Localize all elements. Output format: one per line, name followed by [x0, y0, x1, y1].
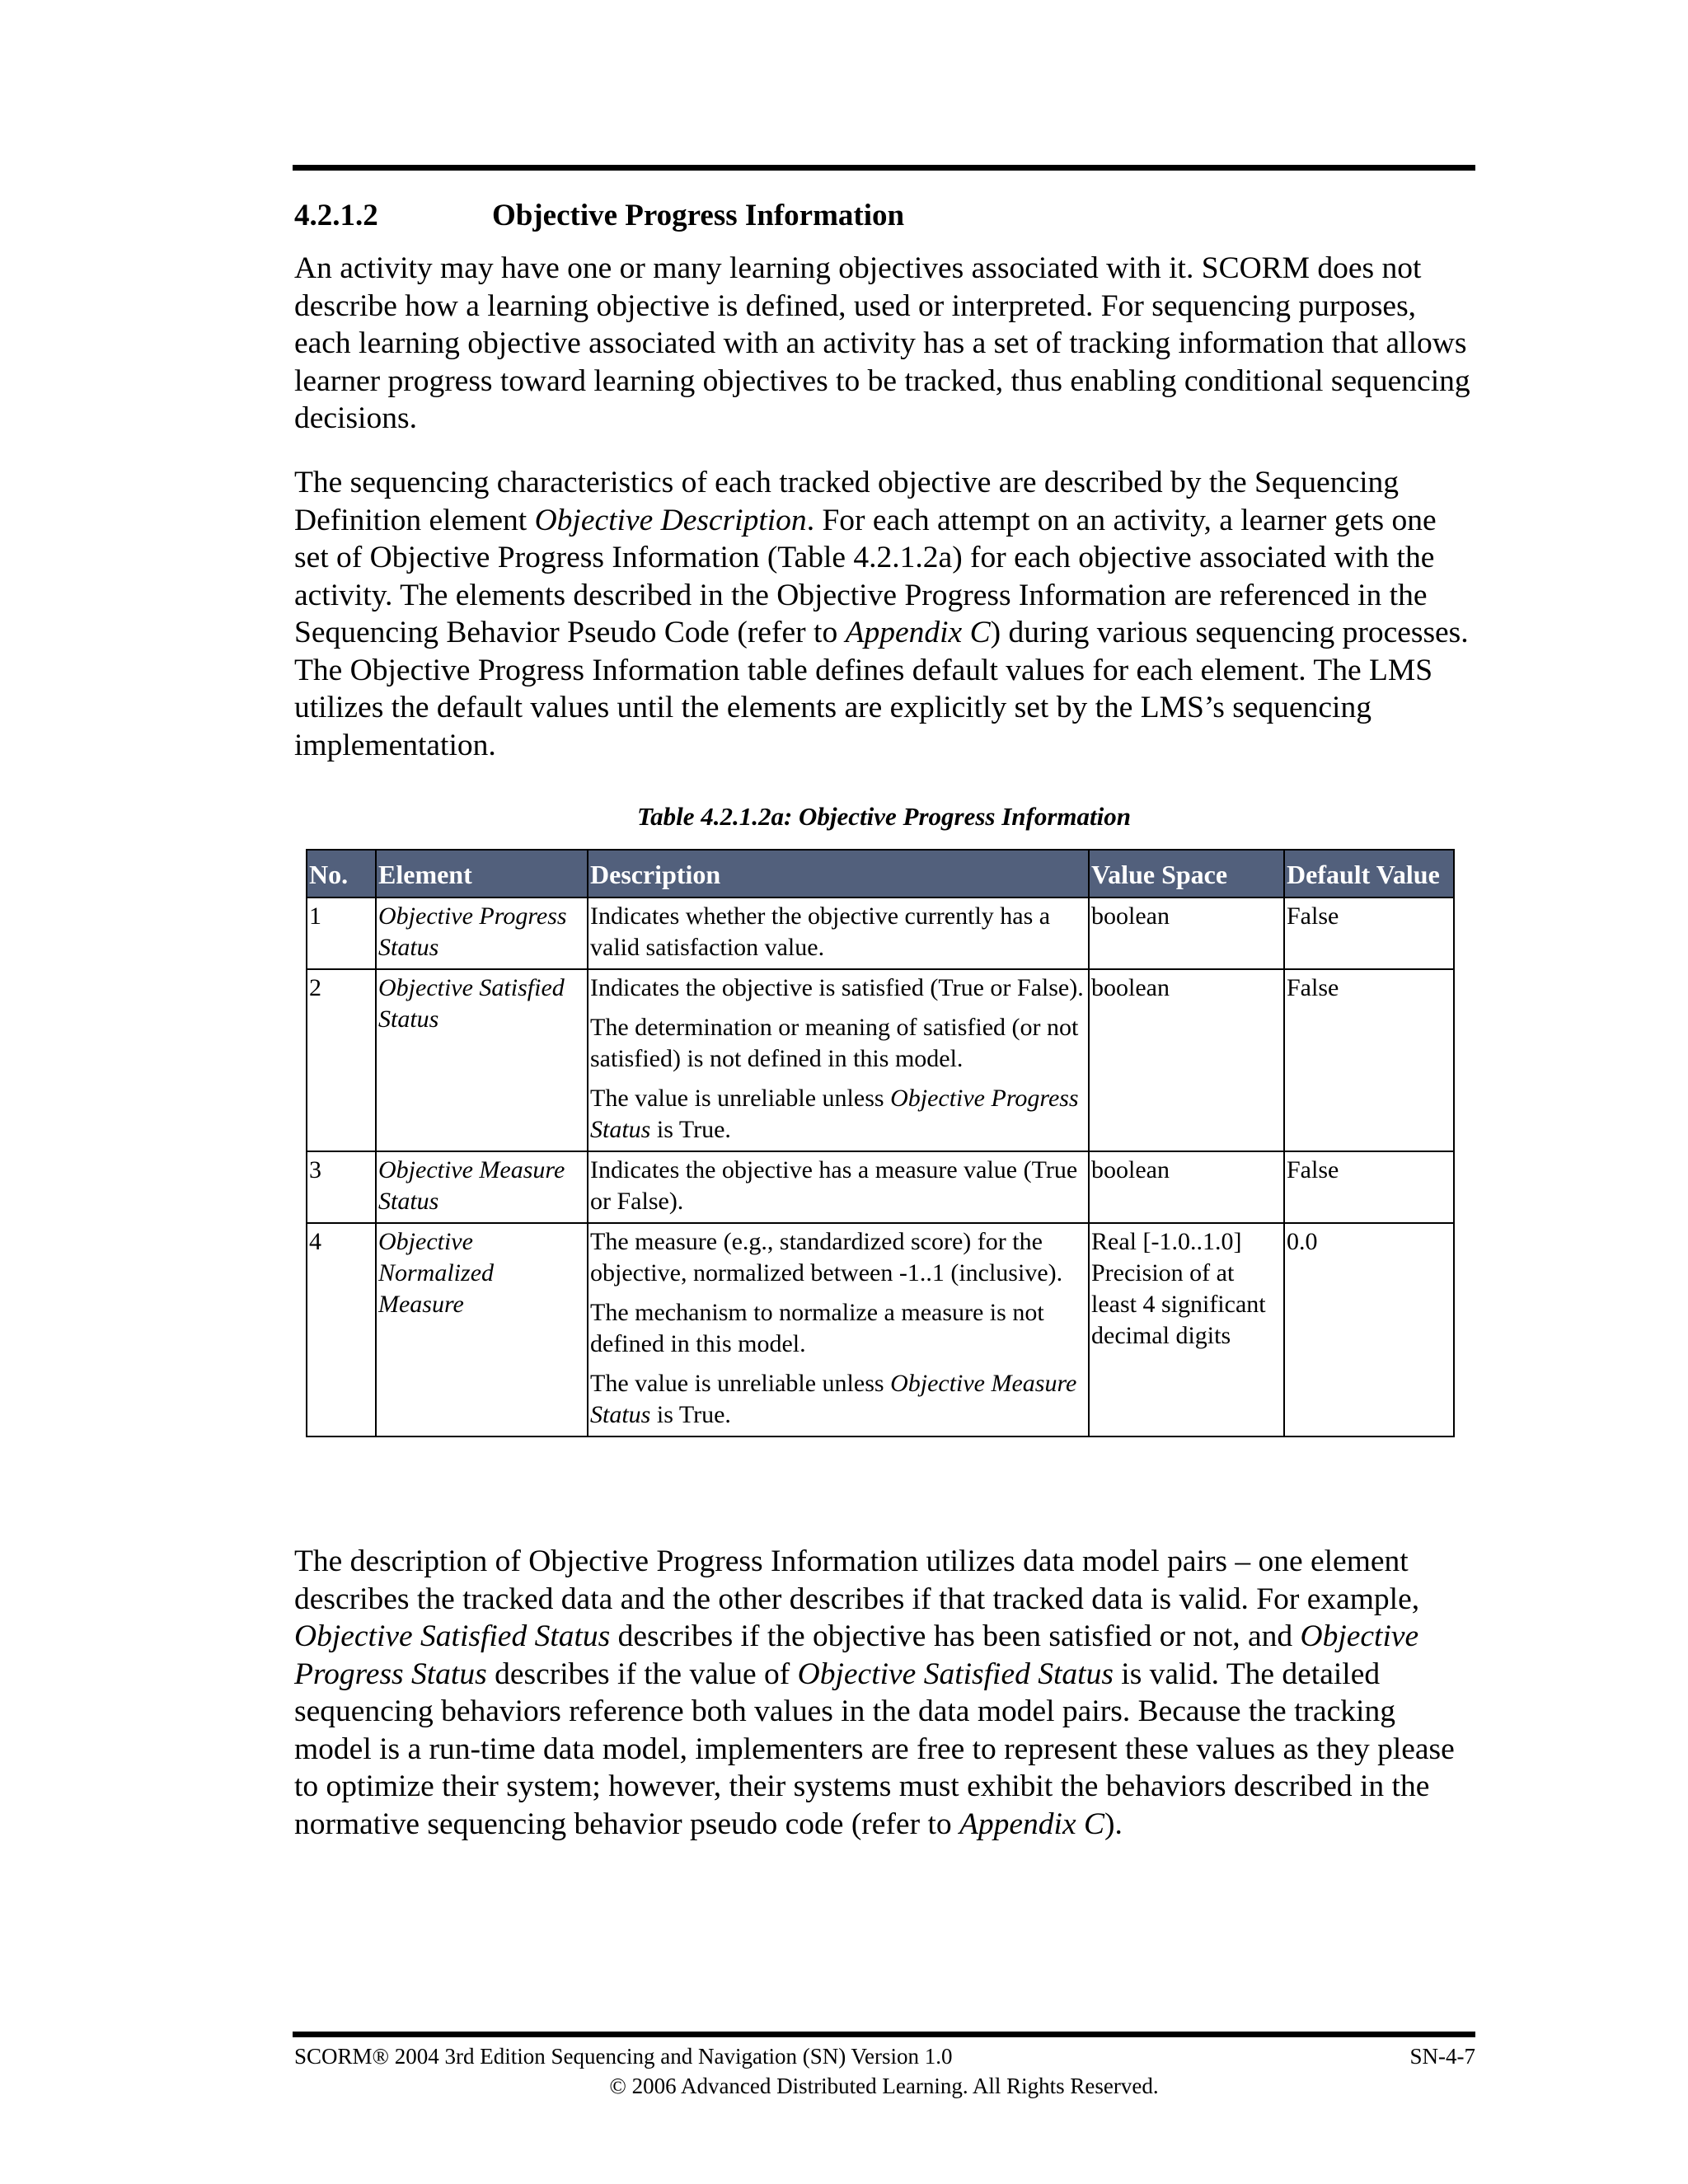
text-run: describes if the value of [486, 1657, 798, 1691]
text-run: The value is unreliable unless [590, 1370, 891, 1397]
header-no: No. [307, 850, 376, 898]
text-run: The description of Objective Progress Information utilizes data model pairs – one element describes the tracked data and the other describes if that tracked data is valid. For example, [294, 1544, 1420, 1616]
cell-no: 3 [307, 1151, 376, 1223]
section-heading [294, 198, 1473, 233]
cell-default-value: False [1284, 898, 1454, 969]
header-element: Element [376, 850, 588, 898]
text-run: is True. [650, 1401, 731, 1428]
cell-default-value: False [1284, 1151, 1454, 1223]
footer-document-title: SCORM® 2004 3rd Edition Sequencing and Navigation (SN) Version 1.0 [294, 2044, 953, 2069]
table-caption: Table 4.2.1.2a: Objective Progress Information [636, 802, 1132, 831]
text-run: The value is unreliable unless [590, 1085, 891, 1112]
cell-element: Objective Measure Status [376, 1151, 588, 1223]
header-rule [293, 165, 1475, 171]
section-number: 4.2.1.2 [294, 199, 378, 232]
header-value-space: Value Space [1089, 850, 1284, 898]
table-header-row [307, 850, 1454, 898]
cell-no: 2 [307, 969, 376, 1151]
italic-term: Appendix C [845, 616, 991, 649]
cell-element: Objective Satisfied Status [376, 969, 588, 1151]
paragraph-sequencing [294, 464, 1477, 764]
footer-page-number: SN-4-7 [1409, 2044, 1475, 2069]
description-text: Indicates the objective has a measure value (True or False). [590, 1156, 1078, 1215]
cell-no: 4 [307, 1223, 376, 1436]
cell-description [588, 898, 1089, 969]
description-text: Indicates the objective is satisfied (True or False). [590, 974, 1084, 1001]
paragraph-data-model-pairs [294, 1543, 1477, 1843]
cell-element: Objective Normalized Measure [376, 1223, 588, 1436]
cell-description [588, 1151, 1089, 1223]
description-text: The determination or meaning of satisfied (or not satisfied) is not defined in this model. [590, 1014, 1079, 1072]
cell-value-space: Real [-1.0..1.0] Precision of at least 4 significant decimal digits [1089, 1223, 1284, 1436]
table-row [307, 1151, 1454, 1223]
italic-term: Objective Progress Status [590, 1085, 1079, 1143]
description-text: Indicates whether the objective currently has a valid satisfaction value. [590, 902, 1051, 961]
italic-term: Objective Satisfied Status [797, 1657, 1114, 1691]
section-title: Objective Progress Information [492, 199, 905, 232]
footer-rule [293, 2032, 1475, 2037]
cell-default-value: 0.0 [1284, 1223, 1454, 1436]
description-text: The mechanism to normalize a measure is not defined in this model. [590, 1299, 1044, 1357]
table-row [307, 969, 1454, 1151]
cell-description [588, 969, 1089, 1151]
text-run: is True. [650, 1116, 731, 1143]
table-row [307, 898, 1454, 969]
cell-default-value: False [1284, 969, 1454, 1151]
description-text [590, 1368, 1086, 1431]
cell-value-space: boolean [1089, 898, 1284, 969]
text-run: ) during various sequencing processes. The Objective Progress Information table defines default values for each element. The LMS utilizes the default values until the elements are explicitly set by the LMS’s sequencing implementation. [294, 616, 1469, 762]
text-run: is valid. The detailed sequencing behaviors reference both values in the data model pairs. Because the tracking model is a run-time data model, implementers are free to represent these values as they please to optimize their system; however, their systems must exhibit the behaviors described in the normative sequencing behavior pseudo code (refer to [294, 1657, 1455, 1841]
italic-term: Objective Description [534, 503, 807, 537]
header-description: Description [588, 850, 1089, 898]
header-default-value: Default Value [1284, 850, 1454, 898]
table-row [307, 1223, 1454, 1436]
description-text [590, 1083, 1086, 1146]
cell-no: 1 [307, 898, 376, 969]
cell-element: Objective Progress Status [376, 898, 588, 969]
text-run: ). [1104, 1807, 1123, 1841]
cell-description [588, 1223, 1089, 1436]
italic-term: Appendix C [959, 1807, 1104, 1841]
cell-value-space: boolean [1089, 1151, 1284, 1223]
italic-term: Objective Satisfied Status [294, 1619, 611, 1653]
paragraph-intro: An activity may have one or many learning objectives associated with it. SCORM does not describe how a learning objective is defined, used or interpreted. For sequencing purposes, each learning objective associated with an activity has a set of tracking information that allows learner progress toward learning objectives to be tracked, thus enabling conditional sequencing decisions. [294, 251, 1470, 435]
objective-progress-table [306, 849, 1455, 1437]
footer-copyright: © 2006 Advanced Distributed Learning. All Rights Reserved. [609, 2074, 1159, 2098]
italic-term: Objective Measure Status [590, 1370, 1077, 1428]
description-text: The measure (e.g., standardized score) for the objective, normalized between -1..1 (inclusive). [590, 1228, 1063, 1286]
cell-value-space: boolean [1089, 969, 1284, 1151]
italic-term: Objective Progress Status [294, 1619, 1419, 1691]
text-run: . For each attempt on an activity, a learner gets one set of Objective Progress Information (Table 4.2.1.2a) for each objective associated with the activity. The elements described in the Objective Progress Information are referenced in the Sequencing Behavior Pseudo Code (refer to [294, 503, 1437, 649]
text-run: The sequencing characteristics of each tracked objective are described by the Sequencing Definition element [294, 466, 1400, 537]
text-run: describes if the objective has been satisfied or not, and [610, 1619, 1301, 1653]
